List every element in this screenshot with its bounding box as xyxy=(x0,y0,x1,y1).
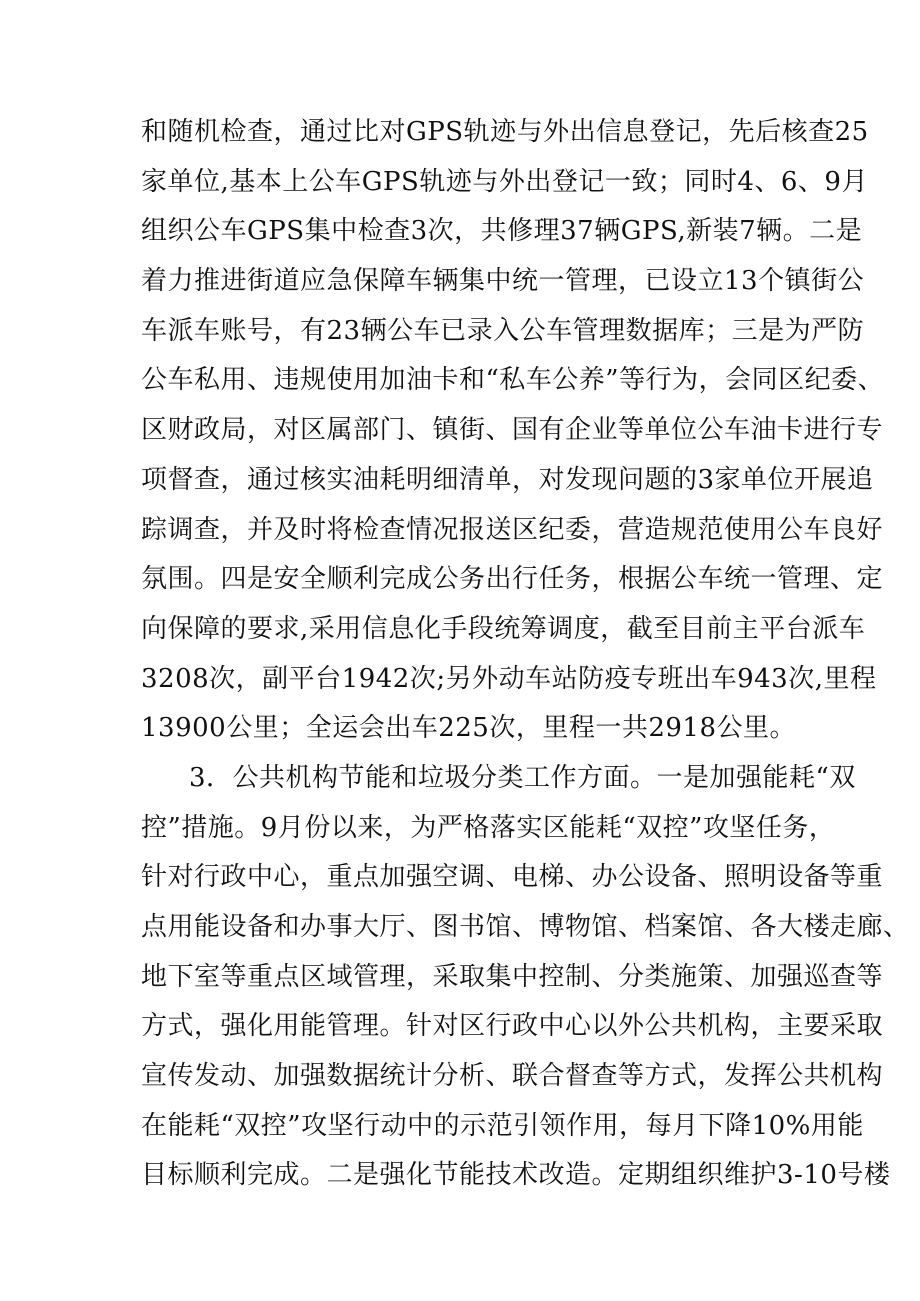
text-line: 氛围。四是安全顺利完成公务出行任务，根据公车统一管理、定 xyxy=(141,564,884,595)
text-line: 组织公车GPS集中检查3次，共修理37辆GPS,新装7辆。二是 xyxy=(141,216,863,247)
text-line: 向保障的要求,采用信息化手段统筹调度，截至目前主平台派车 xyxy=(141,613,866,644)
text-line: 公车私用、违规使用加油卡和“私车公养”等行为，会同区纪委、 xyxy=(141,365,885,396)
text-line: 家单位,基本上公车GPS轨迹与外出登记一致；同时4、6、9月 xyxy=(141,166,868,197)
text-line: 在能耗“双控”攻坚行动中的示范引领作用，每月下降10%用能 xyxy=(141,1110,864,1141)
text-line: 区财政局，对区属部门、镇街、国有企业等单位公车油卡进行专 xyxy=(141,415,884,446)
text-line: 针对行政中心，重点加强空调、电梯、办公设备、照明设备等重 xyxy=(141,862,884,893)
body-text xyxy=(141,108,910,1201)
paragraph-last-line: 13900公里；全运会出车225次，里程一共2918公里。 xyxy=(141,713,797,744)
text-line: 宣传发动、加强数据统计分析、联合督查等方式，发挥公共机构 xyxy=(141,1061,884,1092)
text-line: 点用能设备和办事大厅、图书馆、博物馆、档案馆、各大楼走廊、 xyxy=(141,912,910,942)
text-line: 地下室等重点区域管理，采取集中控制、分类施策、加强巡查等 xyxy=(141,961,884,992)
paragraph-first-line: 3．公共机构节能和垃圾分类工作方面。一是加强能耗“双 xyxy=(189,762,856,793)
text-line: 3208次，副平台1942次;另外动车站防疫专班出车943次,里程 xyxy=(141,663,877,694)
text-line: 方式，强化用能管理。针对区行政中心以外公共机构，主要采取 xyxy=(141,1011,884,1042)
text-line: 目标顺利完成。二是强化节能技术改造。定期组织维护3-10号楼 xyxy=(141,1160,891,1191)
text-line: 踪调查，并及时将检查情况报送区纪委，营造规范使用公车良好 xyxy=(141,514,884,545)
text-line: 控”措施。9月份以来，为严格落实区能耗“双控”攻坚任务， xyxy=(141,812,836,843)
text-line: 和随机检查，通过比对GPS轨迹与外出信息登记，先后核查25 xyxy=(141,117,869,147)
text-line: 车派车账号，有23辆公车已录入公车管理数据库；三是为严防 xyxy=(141,315,865,346)
text-line: 项督查，通过核实油耗明细清单，对发现问题的3家单位开展追 xyxy=(141,464,874,495)
text-line: 着力推进街道应急保障车辆集中统一管理，已设立13个镇街公 xyxy=(141,266,865,297)
